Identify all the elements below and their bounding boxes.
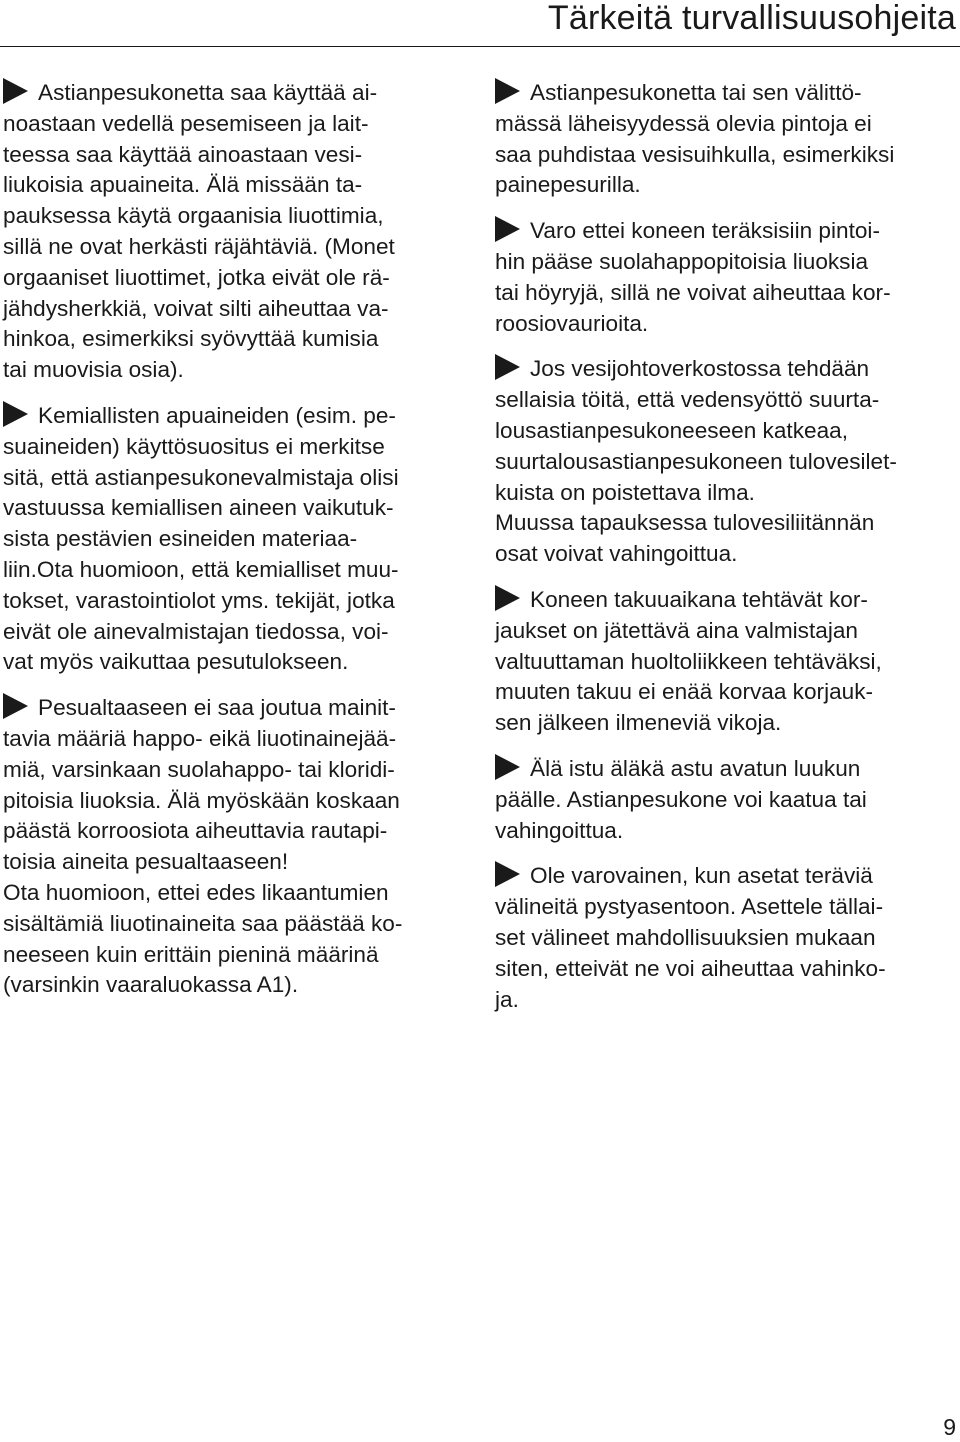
paragraph-text: Kemiallisten apuaineiden (esim. pe- suaineiden) käyttösuositus ei merkitse sitä, että astianpesukonevalmistaja olisi vastuussa kemiallisen aineen vaikutuk- sista pestävien esineiden materiaa- liin.Ota huomioon, että kemialliset muu- tokset, varastointiolot yms. tekijät, jotka eivät ole ainevalmistajan tiedossa, voi- vat myös vaikuttaa pesutulokseen. [3,402,399,675]
safety-paragraph [3,693,461,1001]
paragraph-text: Ole varovainen, kun asetat teräviä välineitä pystyasentoon. Asettele tällai- set välineet mahdollisuuksien mukaan siten, etteivät ne voi aiheuttaa vahinko- ja. [495,863,886,1012]
triangle-right-arrow-icon [495,216,520,242]
safety-paragraph [3,401,461,678]
triangle-right-arrow-icon [495,754,520,780]
triangle-right-arrow-icon [495,585,520,611]
triangle-right-arrow-icon [3,693,28,719]
safety-paragraph [495,354,957,570]
header-rule [0,46,960,47]
safety-paragraph [3,78,461,386]
paragraph-text: Koneen takuuaikana tehtävät kor- jaukset on jätettävä aina valmistajan valtuuttaman huoltoliikkeen tehtäväksi, muuten takuu ei enää korvaa korjauk- sen jälkeen ilmeneviä vikoja. [495,586,882,736]
safety-paragraph [495,585,957,739]
safety-paragraph [495,78,957,201]
triangle-right-arrow-icon [3,401,28,427]
paragraph-text: Varo ettei koneen teräksisiin pintoi- hin pääse suolahappopitoisia liuoksia tai höyryjä, sillä ne voivat aiheuttaa kor- roosiovaurioita. [495,218,891,336]
right-column [495,78,957,1030]
page-title: Tärkeitä turvallisuusohjeita [547,0,956,37]
safety-paragraph [495,754,957,846]
triangle-right-arrow-icon [3,78,28,104]
safety-paragraph [495,861,957,1015]
safety-paragraph [495,216,957,339]
page-number: 9 [943,1414,956,1440]
left-column [3,78,461,1016]
paragraph-text: Älä istu äläkä astu avatun luukun päälle. Astianpesukone voi kaatua tai vahingoittua. [495,755,867,843]
triangle-right-arrow-icon [495,354,520,380]
paragraph-text: Astianpesukonetta tai sen välittö- mässä läheisyydessä olevia pintoja ei saa puhdistaa vesisuihkulla, esimerkiksi painepesurilla. [495,80,895,198]
paragraph-text: Jos vesijohtoverkostossa tehdään sellaisia töitä, että vedensyöttö suurta- lousastianpesukoneeseen katkeaa, suurtalousastianpesukoneen tulovesilet- kuista on poistettava ilma. Muussa tapauksessa tulovesiliitännän osat voivat vahingoittua. [495,356,897,567]
triangle-right-arrow-icon [495,78,520,104]
triangle-right-arrow-icon [495,861,520,887]
paragraph-text: Astianpesukonetta saa käyttää ai- noastaan vedellä pesemiseen ja lait- teessa saa käyttää ainoastaan vesi- liukoisia apuaineita. Älä missään ta- pauksessa käytä orgaanisia liuottimia, sillä ne ovat herkästi räjähtäviä. (Monet orgaaniset liuottimet, jotka eivät ole rä- jähdysherkkiä, voivat silti aiheuttaa va- hinkoa, esimerkiksi syövyttää kumisia tai muovisia osia). [3,80,395,383]
paragraph-text: Pesualtaaseen ei saa joutua mainit- tavia määriä happo- eikä liuotinainejää- miä, varsinkaan suolahappo- tai kloridi- pitoisia liuoksia. Älä myöskään koskaan päästä korroosiota aiheuttavia rautapi- toisia aineita pesualtaaseen! Ota huomioon, ettei edes likaantumien sisältämiä liuotinaineita saa päästää ko- neeseen kuin erittäin pieninä määrinä (varsinkin vaaraluokassa A1). [3,695,403,998]
